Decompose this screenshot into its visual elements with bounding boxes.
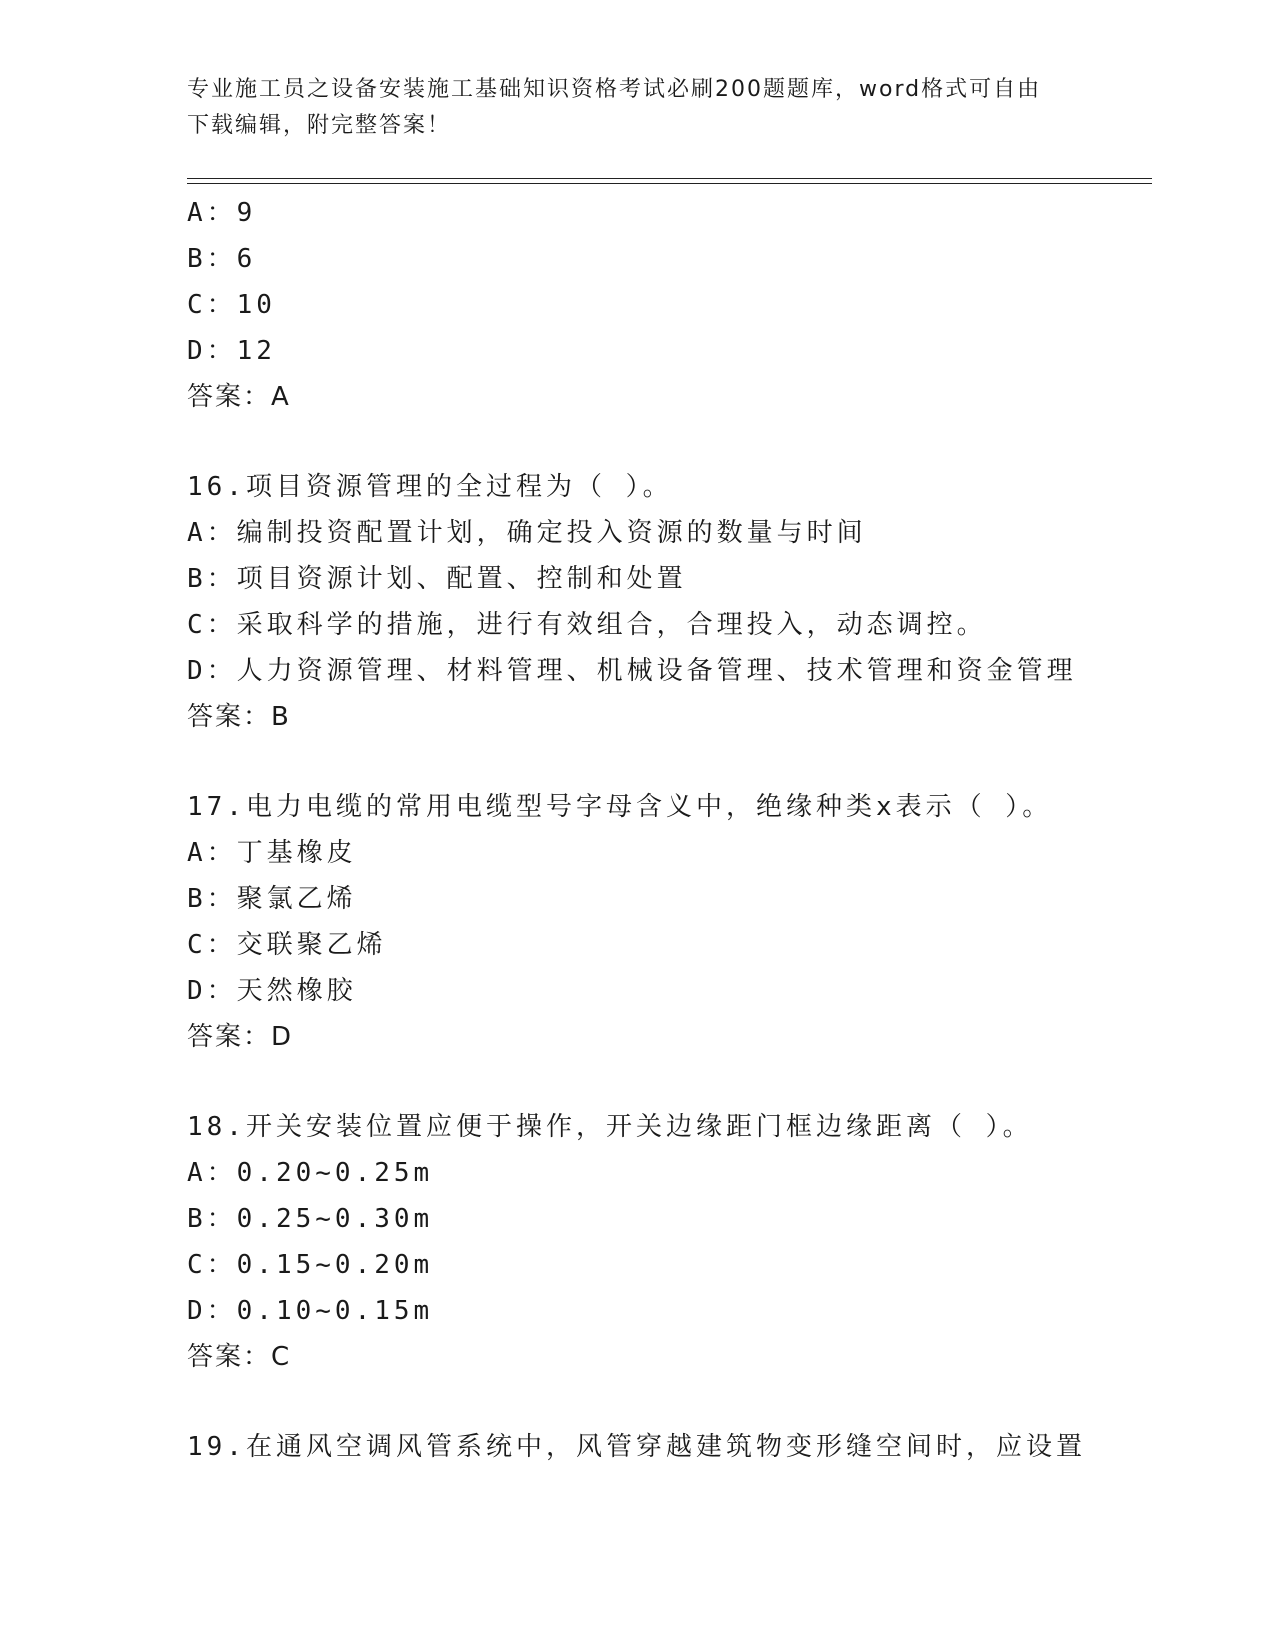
question-19-block [187,1424,1187,1470]
option-c: C：采取科学的措施，进行有效组合，合理投入，动态调控。 [187,610,987,640]
option-d: D：天然橡胶 [187,976,357,1006]
spacer [187,740,1187,784]
header-divider-top [187,178,1152,179]
question-17-block [187,784,1187,1060]
spacer [187,1380,1187,1424]
answer: 答案：D [187,1022,294,1052]
option-b: B：聚氯乙烯 [187,884,357,914]
header-divider-bottom [187,183,1152,184]
spacer [187,420,1187,464]
answer: 答案：C [187,1342,292,1372]
option-a: A：编制投资配置计划，确定投入资源的数量与时间 [187,518,867,548]
answer: 答案：A [187,382,291,412]
header-line-2: 下载编辑，附完整答案！ [187,113,452,138]
option-c: C：交联聚乙烯 [187,930,387,960]
question-text: 18.开关安装位置应便于操作，开关边缘距门框边缘距离（ ）。 [187,1112,1033,1142]
question-text: 16.项目资源管理的全过程为（ ）。 [187,472,673,502]
option-c: C：0.15~0.20m [187,1250,434,1280]
option-a: A：9 [187,198,257,228]
spacer [187,1060,1187,1104]
question-16-block [187,464,1187,740]
question-15-block [187,190,1187,420]
option-d: D：0.10~0.15m [187,1296,434,1326]
option-b: B：6 [187,244,257,274]
question-text: 19.在通风空调风管系统中，风管穿越建筑物变形缝空间时，应设置 [187,1432,1086,1462]
option-a: A：0.20~0.25m [187,1158,434,1188]
question-text: 17.电力电缆的常用电缆型号字母含义中，绝缘种类x表示（ ）。 [187,792,1053,822]
document-header [187,72,1067,144]
option-d: D：12 [187,336,276,366]
option-d: D：人力资源管理、材料管理、机械设备管理、技术管理和资金管理 [187,656,1077,686]
answer: 答案：B [187,702,291,732]
option-b: B：0.25~0.30m [187,1204,434,1234]
option-c: C：10 [187,290,276,320]
header-line-1: 专业施工员之设备安装施工基础知识资格考试必刷200题题库，word格式可自由 [187,77,1042,102]
question-list [187,190,1187,1470]
option-b: B：项目资源计划、配置、控制和处置 [187,564,687,594]
option-a: A：丁基橡皮 [187,838,357,868]
question-18-block [187,1104,1187,1380]
